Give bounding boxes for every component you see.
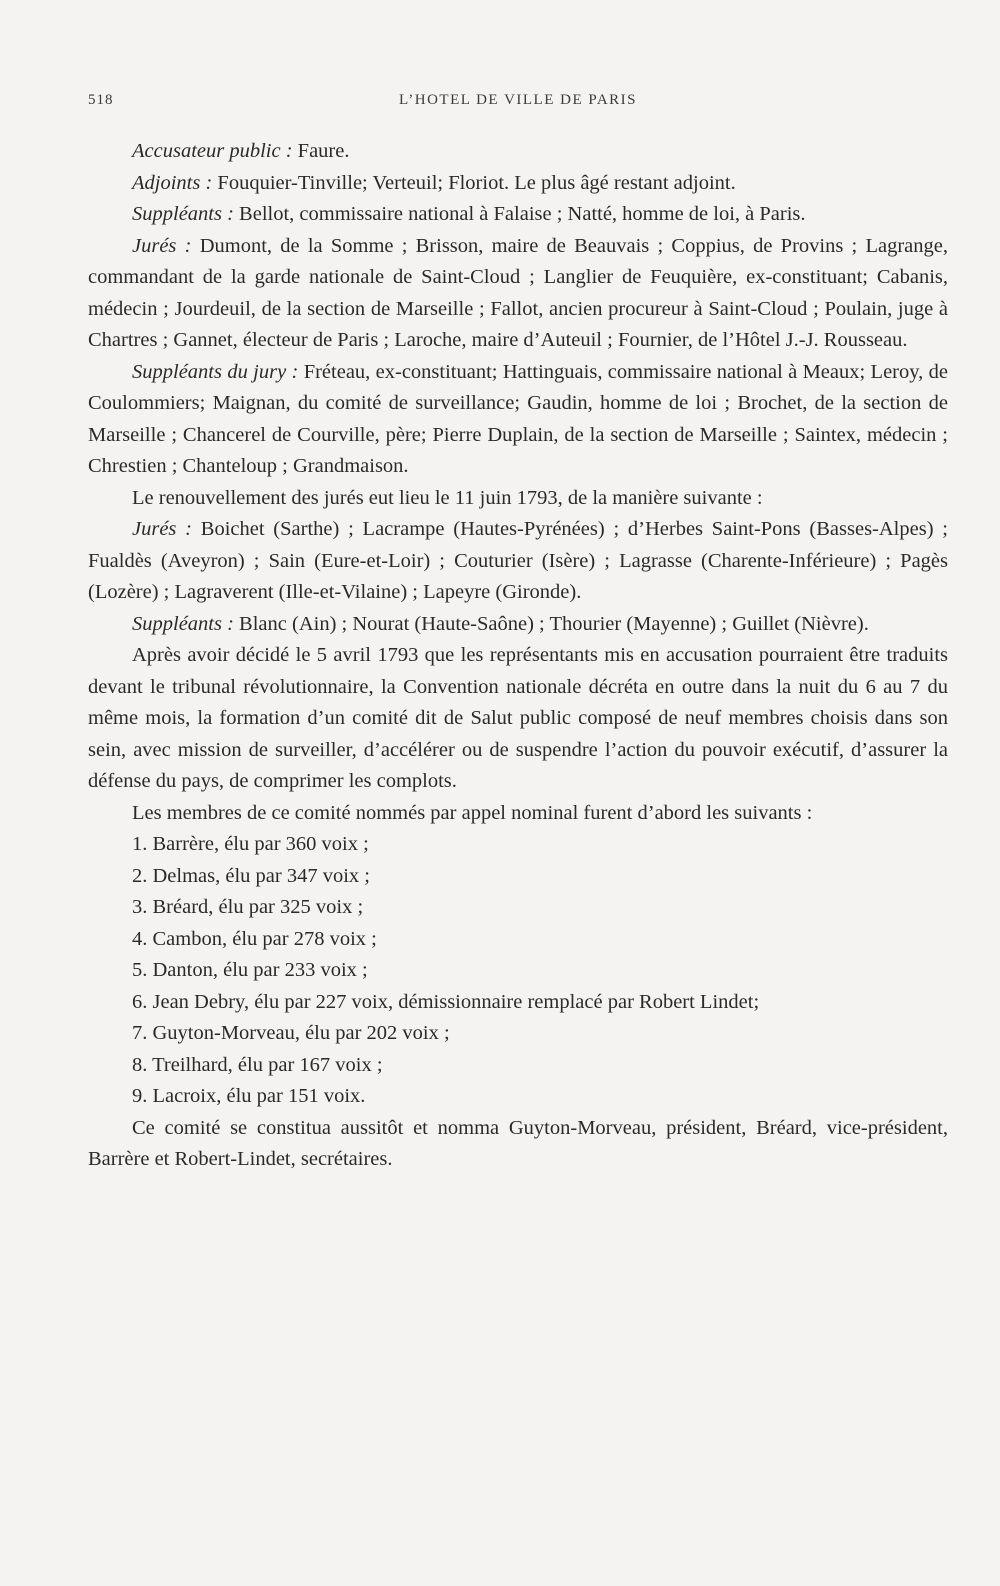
list-item-number: 4. [132, 927, 148, 950]
list-item [88, 955, 948, 987]
paragraph-salut-public [88, 640, 948, 798]
paragraph-closing [88, 1113, 948, 1176]
list-item-number: 7. [132, 1022, 148, 1044]
list-item-text: Barrère, élu par 360 voix ; [147, 833, 369, 855]
list-item-text: Delmas, élu par 347 voix ; [147, 864, 370, 887]
paragraph-label: Suppléants : [132, 203, 234, 225]
list-item-text: Danton, élu par 233 voix ; [147, 959, 368, 981]
list-item-text: Bréard, élu par 325 voix ; [147, 896, 364, 918]
paragraph-label: Suppléants du jury : [132, 360, 299, 383]
list-item-number: 2. [132, 864, 148, 887]
running-title: L’HOTEL DE VILLE DE PARIS [398, 92, 638, 108]
paragraph-text: Les membres de ce comité nommés par appel nominal furent d’abord les suivants : [132, 801, 813, 824]
paragraph-text: Après avoir décidé le 5 avril 1793 que les représentants mis en accusation pourraient être traduits devant le tribunal révolutionnaire, la Convention nationale décréta en outre dans la nuit du 6 au 7 du même mois, la formation d’un comité dit de Salut public composé de neuf membres choisis dans son sein, avec mission de surveiller, d’accélérer ou de suspendre l’action du pouvoir exécutif, d’assurer la défense du pays, de comprimer les complots. [88, 644, 948, 792]
list-item-number: 1. [132, 833, 148, 855]
list-item-text: Cambon, élu par 278 voix ; [147, 927, 377, 950]
list-item-text: Jean Debry, élu par 227 voix, démissionnaire remplacé par Robert Lindet; [147, 990, 760, 1013]
list-item [88, 861, 948, 893]
member-list [88, 829, 948, 1113]
paragraph-jures-1793 [88, 514, 948, 609]
paragraph-label: Adjoints : [132, 171, 213, 194]
paragraph-text: Faure. [292, 140, 350, 162]
list-item-text: Guyton-Morveau, élu par 202 voix ; [147, 1022, 450, 1044]
list-item-number: 5. [132, 959, 148, 981]
paragraph-label: Jurés : [132, 234, 192, 257]
paragraph-text: Fouquier-Tinville; Verteuil; Floriot. Le plus âgé restant adjoint. [212, 171, 736, 194]
paragraph-renouvellement [88, 483, 948, 515]
paragraph-text: Blanc (Ain) ; Nourat (Haute-Saône) ; Thourier (Mayenne) ; Guillet (Nièvre). [233, 612, 869, 635]
list-item [88, 892, 948, 924]
paragraph-accusateur [88, 136, 948, 168]
page-number: 518 [88, 92, 114, 108]
paragraph-label: Jurés : [132, 518, 192, 540]
paragraph-text: Boichet (Sarthe) ; Lacrampe (Hautes-Pyrénées) ; d’Herbes Saint-Pons (Basses-Alpes) ; Fualdès (Aveyron) ; Sain (Eure-et-Loir) ; Couturier (Isère) ; Lagrasse (Charente-Inférieure) ; Pagès (Lozère) ; Lagraverent (Ille-et-Vilaine) ; Lapeyre (Gironde). [88, 518, 948, 603]
paragraph-text: Bellot, commissaire national à Falaise ; Natté, homme de loi, à Paris. [233, 203, 806, 225]
paragraph-adjoints [88, 168, 948, 200]
list-item [88, 829, 948, 861]
paragraph-suppleants-jury [88, 357, 948, 483]
paragraph-text: Le renouvellement des jurés eut lieu le 11 juin 1793, de la manière suivante : [132, 486, 763, 509]
paragraph-jures [88, 231, 948, 357]
list-item-number: 6. [132, 990, 148, 1013]
page-body [88, 136, 948, 1176]
paragraph-label: Accusateur public : [132, 140, 293, 162]
list-item [88, 1081, 948, 1113]
list-item [88, 1050, 948, 1082]
paragraph-suppleants [88, 199, 948, 231]
paragraph-membres [88, 798, 948, 830]
list-item [88, 987, 948, 1019]
list-item [88, 924, 948, 956]
list-item-text: Treilhard, élu par 167 voix ; [147, 1053, 383, 1076]
paragraph-suppleants-1793 [88, 609, 948, 641]
paragraph-text: Dumont, de la Somme ; Brisson, maire de Beauvais ; Coppius, de Provins ; Lagrange, commandant de la garde nationale de Saint-Cloud ; Langlier de Feuquière, ex-constituant; Cabanis, médecin ; Jourdeuil, de la section de Marseille ; Fallot, ancien procureur à Saint-Cloud ; Poulain, juge à Chartres ; Gannet, électeur de Paris ; Laroche, maire d’Auteuil ; Fournier, de l’Hôtel J.-J. Rousseau. [88, 234, 948, 351]
list-item [88, 1018, 948, 1050]
running-header [88, 92, 948, 122]
paragraph-text: Fréteau, ex-constituant; Hattinguais, commissaire national à Meaux; Leroy, de Coulommiers; Maignan, du comité de surveillance; Gaudin, homme de loi ; Brochet, de la section de Marseille ; Chancerel de Courville, père; Pierre Duplain, de la section de Marseille ; Saintex, médecin ; Chrestien ; Chanteloup ; Grandmaison. [88, 360, 948, 477]
paragraph-text: Ce comité se constitua aussitôt et nomma Guyton-Morveau, président, Bréard, vice-président, Barrère et Robert-Lindet, secrétaires. [88, 1116, 948, 1170]
document-page [88, 92, 948, 1552]
list-item-number: 8. [132, 1053, 148, 1076]
list-item-number: 3. [132, 896, 148, 918]
paragraph-label: Suppléants : [132, 612, 234, 635]
list-item-number: 9. [132, 1085, 148, 1107]
list-item-text: Lacroix, élu par 151 voix. [147, 1085, 366, 1107]
